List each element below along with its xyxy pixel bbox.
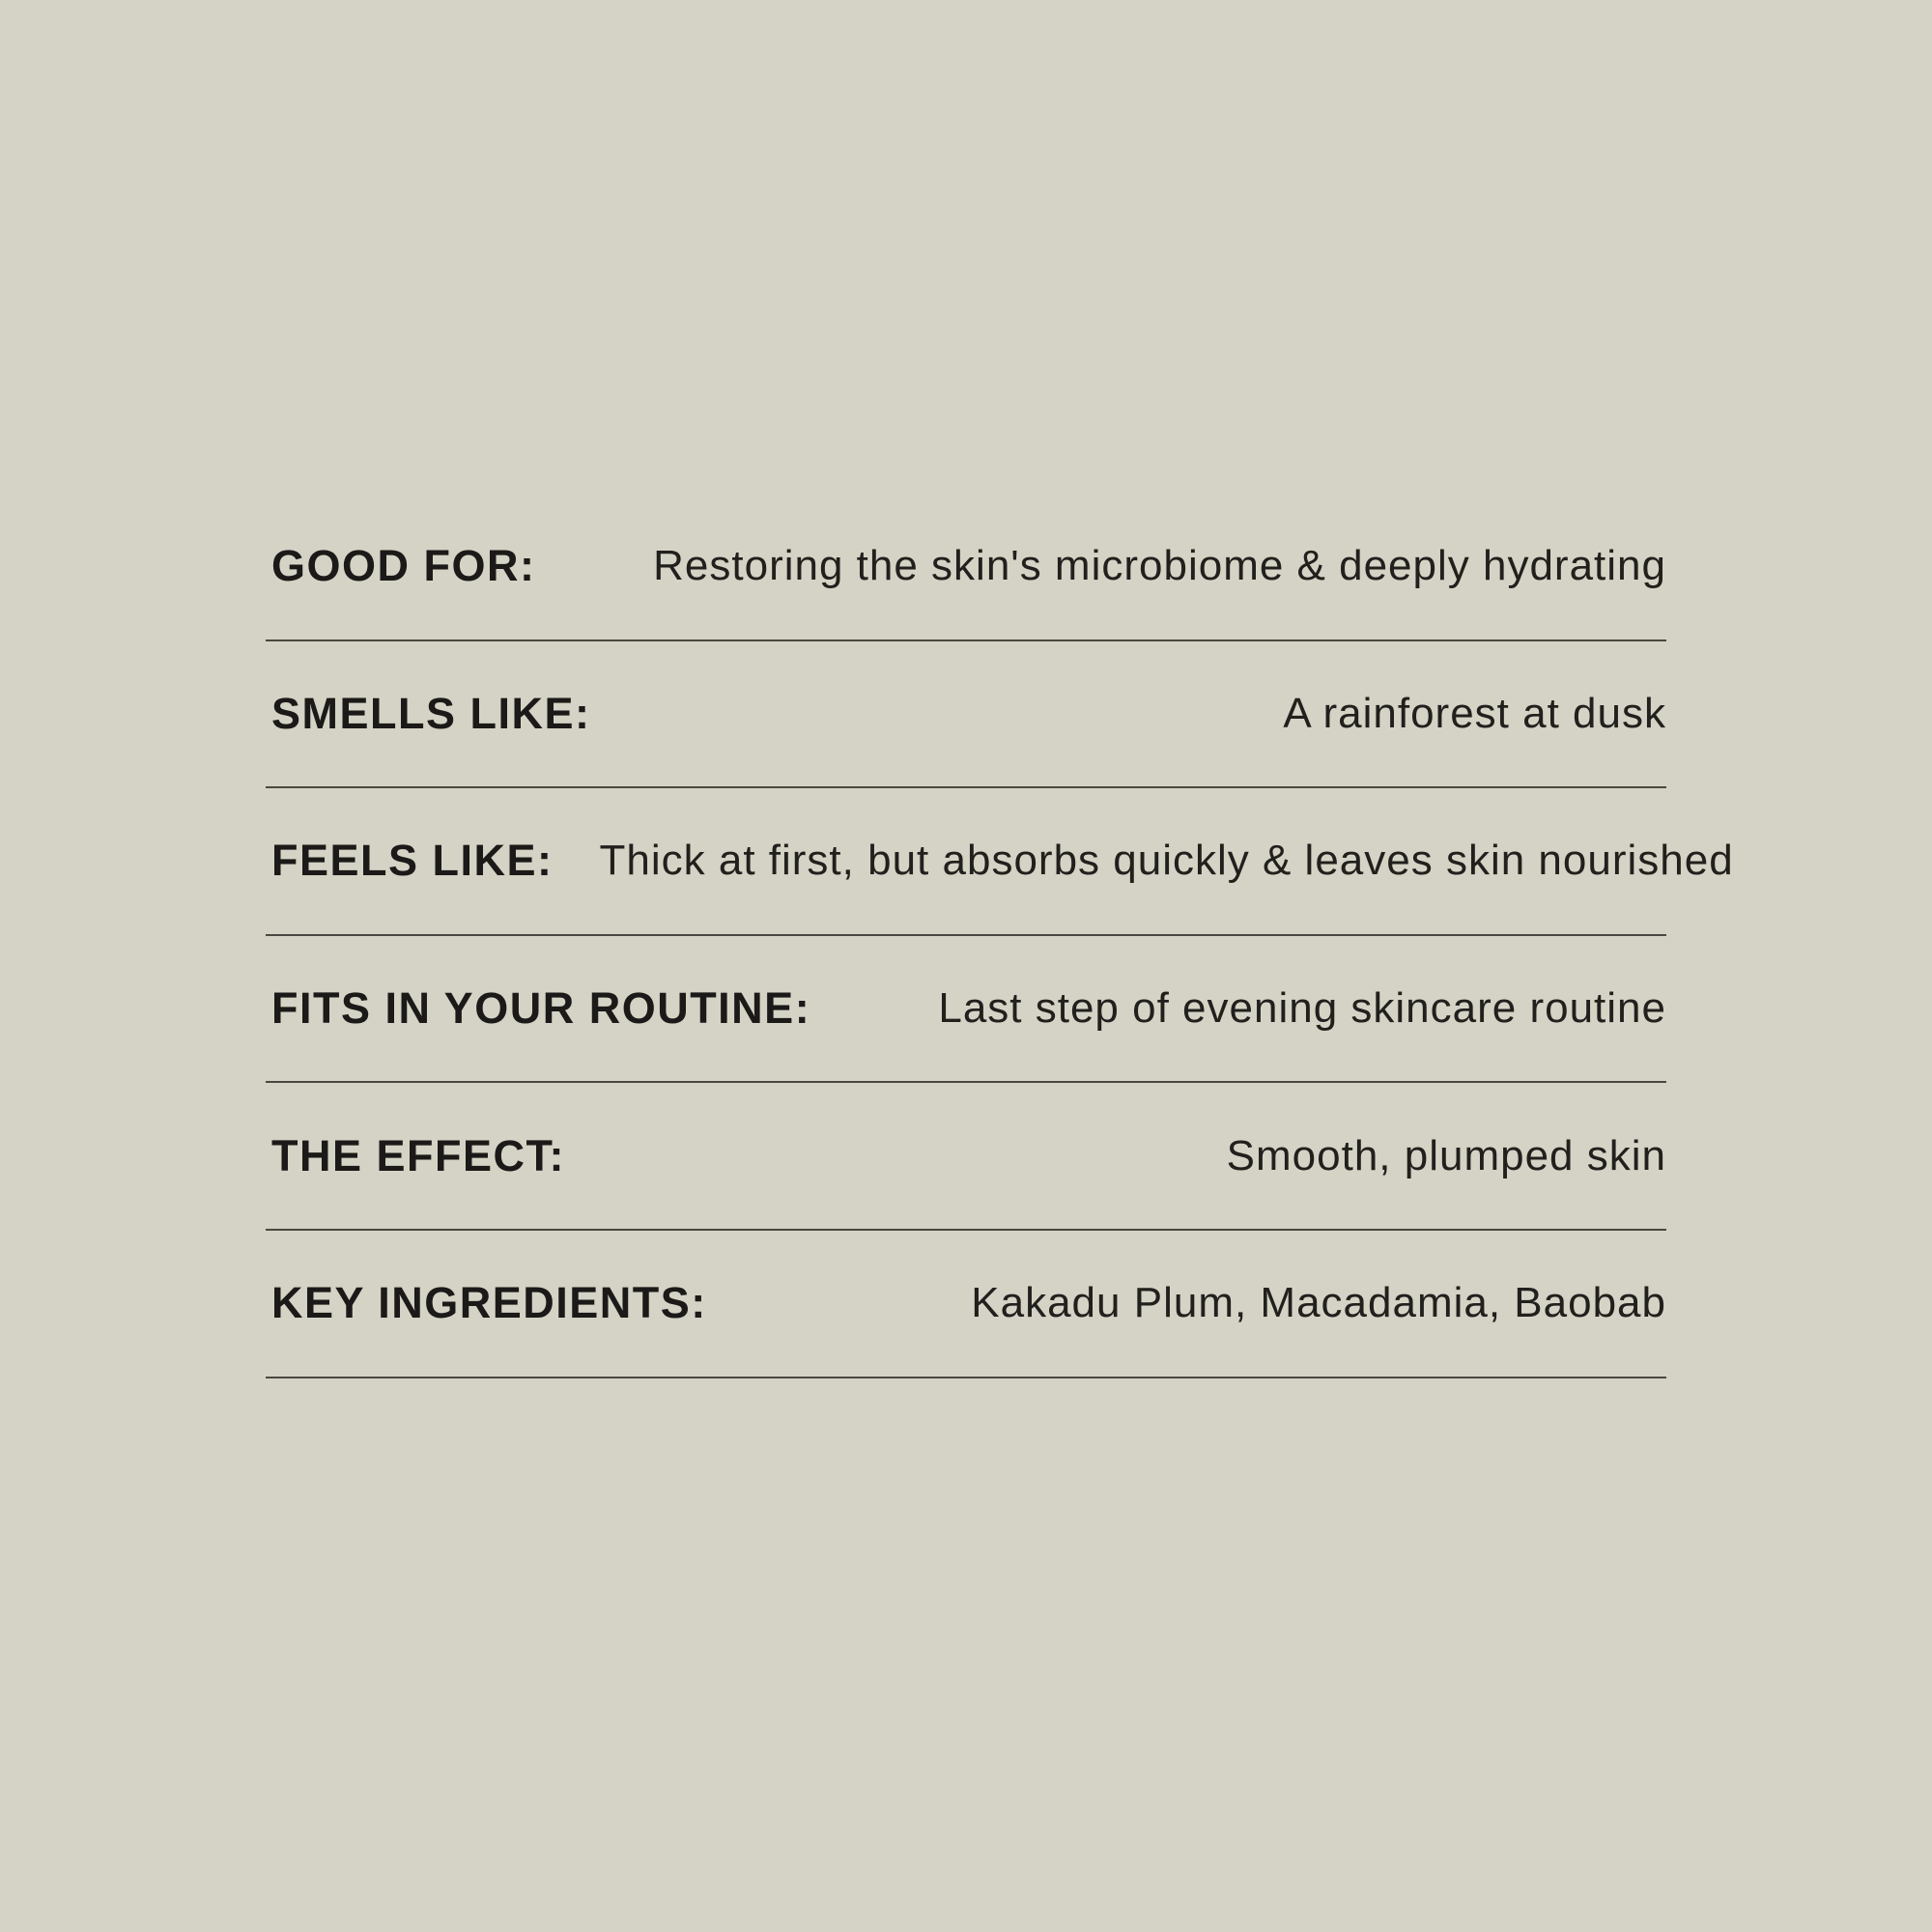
row-label: GOOD FOR: [271, 541, 536, 591]
table-row [266, 641, 1666, 789]
row-label: THE EFFECT: [271, 1130, 565, 1180]
table-row [266, 1083, 1666, 1231]
row-value: Last step of evening skincare routine [938, 984, 1666, 1033]
table-row [266, 788, 1734, 936]
product-info-table [266, 494, 1734, 1378]
table-row [266, 936, 1666, 1084]
row-value: A rainforest at dusk [1283, 689, 1666, 737]
row-label: KEY INGREDIENTS: [271, 1278, 707, 1328]
row-value: Smooth, plumped skin [1226, 1131, 1666, 1179]
row-label: SMELLS LIKE: [271, 688, 591, 738]
table-row [266, 1231, 1666, 1378]
row-value: Kakadu Plum, Macadamia, Baobab [971, 1279, 1666, 1327]
row-value: Thick at first, but absorbs quickly & leaves skin nourished [599, 837, 1734, 885]
row-label: FEELS LIKE: [271, 836, 554, 886]
table-row [266, 494, 1666, 641]
row-value: Restoring the skin's microbiome & deeply hydrating [653, 542, 1666, 590]
row-label: FITS IN YOUR ROUTINE: [271, 983, 811, 1034]
